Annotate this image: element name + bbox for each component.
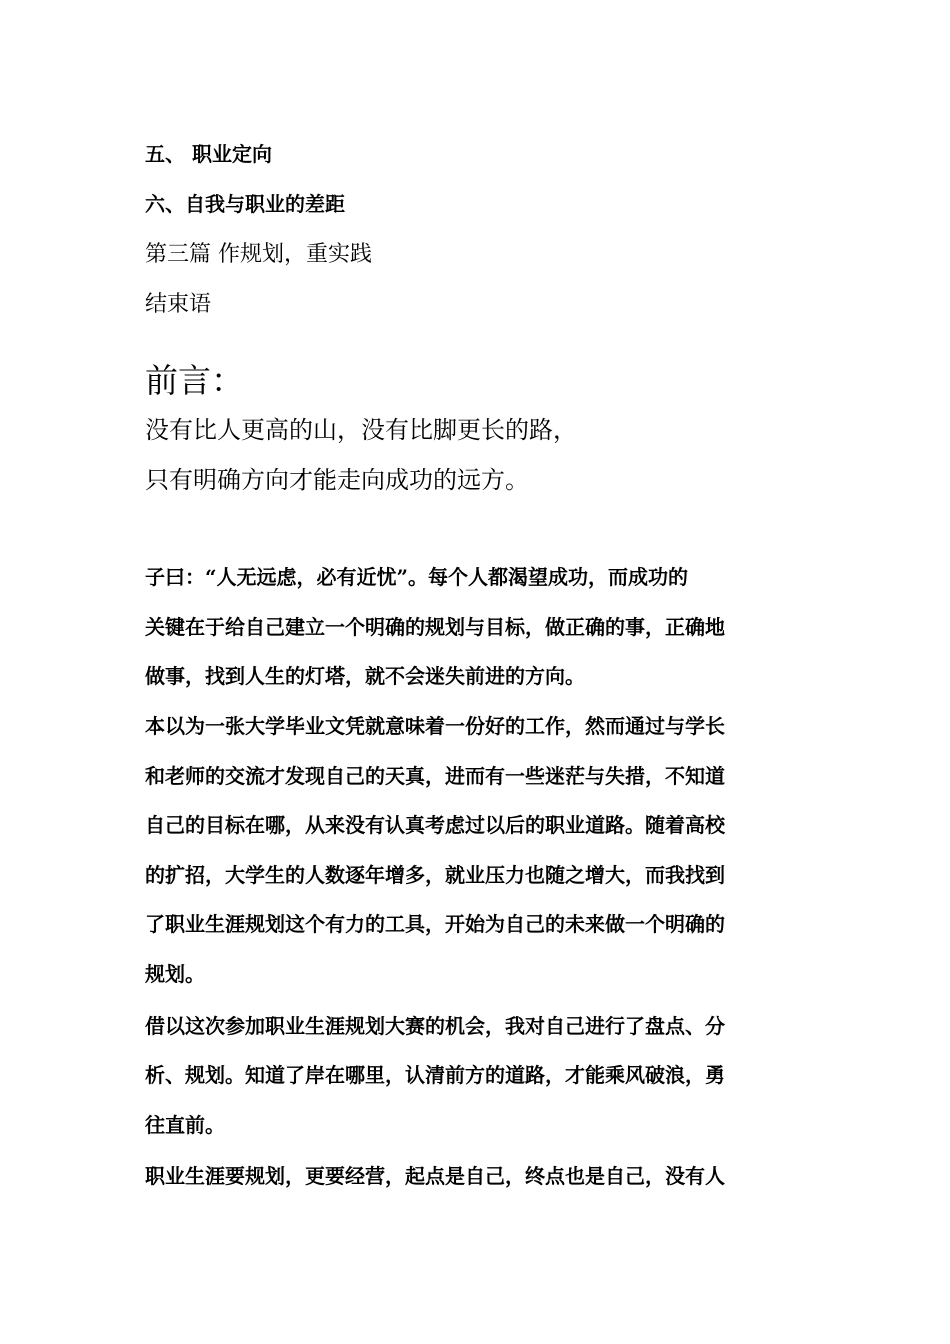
toc-part-three: 第三篇 作规划，重实践 — [145, 242, 372, 267]
body-line: 职业生涯要规划，更要经营，起点是自己，终点也是自己，没有人 — [145, 1164, 725, 1188]
preface-title: 前言： — [145, 361, 244, 400]
toc-item-career-orientation: 五、 职业定向 — [145, 142, 272, 166]
body-line: 本以为一张大学毕业文凭就意味着一份好的工作，然而通过与学长 — [145, 714, 725, 738]
preface-motto-line-1: 没有比人更高的山，没有比脚更长的路， — [145, 416, 577, 444]
body-line: 自己的目标在哪，从来没有认真考虑过以后的职业道路。随着高校 — [145, 813, 725, 837]
body-line: 和老师的交流才发现自己的天真，进而有一些迷茫与失措，不知道 — [145, 764, 725, 788]
body-line: 的扩招，大学生的人数逐年增多，就业压力也随之增大，而我找到 — [145, 863, 725, 887]
toc-item-self-career-gap: 六、自我与职业的差距 — [145, 192, 345, 216]
body-line: 规划。 — [145, 962, 205, 986]
body-line: 子曰：“人无远虑，必有近忧”。每个人都渴望成功，而成功的 — [145, 565, 689, 589]
body-line: 做事，找到人生的灯塔，就不会迷失前进的方向。 — [145, 664, 585, 688]
body-line: 借以这次参加职业生涯规划大赛的机会，我对自己进行了盘点、分 — [145, 1014, 725, 1038]
body-line: 往直前。 — [145, 1113, 225, 1137]
body-line: 关键在于给自己建立一个明确的规划与目标，做正确的事，正确地 — [145, 615, 725, 639]
body-line: 析、规划。知道了岸在哪里，认清前方的道路，才能乘风破浪，勇 — [145, 1063, 725, 1087]
toc-ending: 结束语 — [145, 292, 212, 317]
preface-motto-line-2: 只有明确方向才能走向成功的远方。 — [145, 466, 529, 494]
body-line: 了职业生涯规划这个有力的工具，开始为自己的未来做一个明确的 — [145, 912, 725, 936]
